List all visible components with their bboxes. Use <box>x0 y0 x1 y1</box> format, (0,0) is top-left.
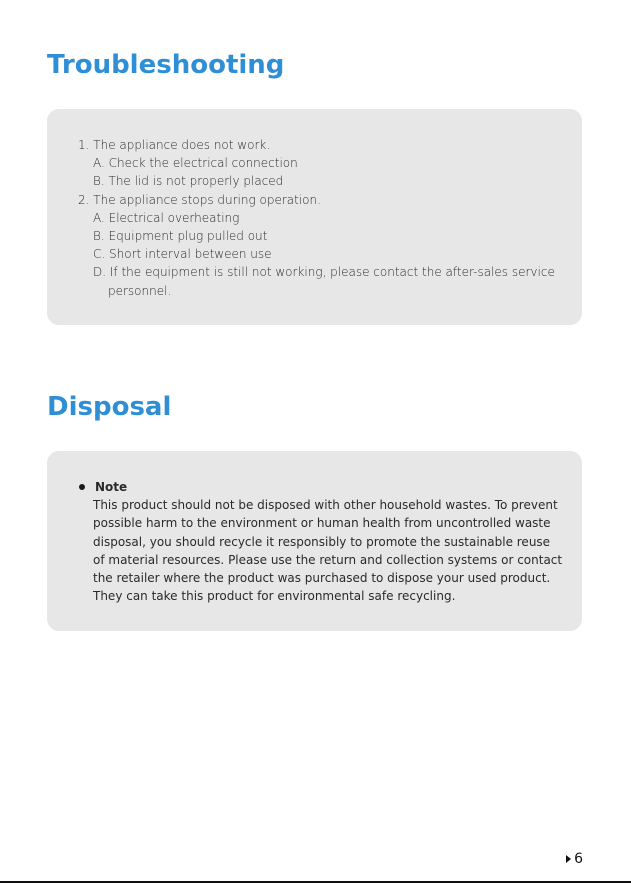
note-label: Note <box>95 480 128 494</box>
list-item: 1. The appliance does not work. <box>78 138 271 152</box>
list-item: A. Electrical overheating <box>93 210 240 225</box>
note-text <box>77 496 563 605</box>
note-line: This product should not be disposed with other household wastes. To prevent <box>93 498 558 513</box>
troubleshooting-heading: Troubleshooting <box>47 50 285 80</box>
list-item: C. Short interval between use <box>93 247 272 262</box>
troubleshooting-list <box>78 136 558 300</box>
note-line: They can take this product for environmental safe recycling. <box>93 589 456 604</box>
note-line: the retailer where the product was purchased to dispose your used product. <box>93 571 551 586</box>
page-footer <box>566 851 583 867</box>
disposal-heading: Disposal <box>47 392 172 422</box>
troubleshooting-card <box>47 109 582 325</box>
disposal-card <box>47 451 582 631</box>
list-item: A. Check the electrical connection <box>93 156 298 171</box>
note-line: of material resources. Please use the return and collection systems or contact <box>93 552 563 567</box>
note-line: possible harm to the environment or human health from uncontrolled waste <box>93 516 551 531</box>
page-number: 6 <box>574 851 583 867</box>
note-line: disposal, you should recycle it responsibly to promote the sustainable reuse <box>93 534 551 549</box>
right-triangle-icon <box>566 855 571 863</box>
note-header <box>77 478 555 496</box>
list-item: D. If the equipment is still not working, please contact the after-sales service <box>93 265 555 280</box>
list-item: B. Equipment plug pulled out <box>93 229 268 244</box>
list-item: 2. The appliance stops during operation. <box>78 192 321 207</box>
list-item: B. The lid is not properly placed <box>93 174 284 189</box>
bullet-icon <box>79 484 85 490</box>
note-block <box>77 478 563 605</box>
list-item-continuation: personnel. <box>108 283 172 298</box>
